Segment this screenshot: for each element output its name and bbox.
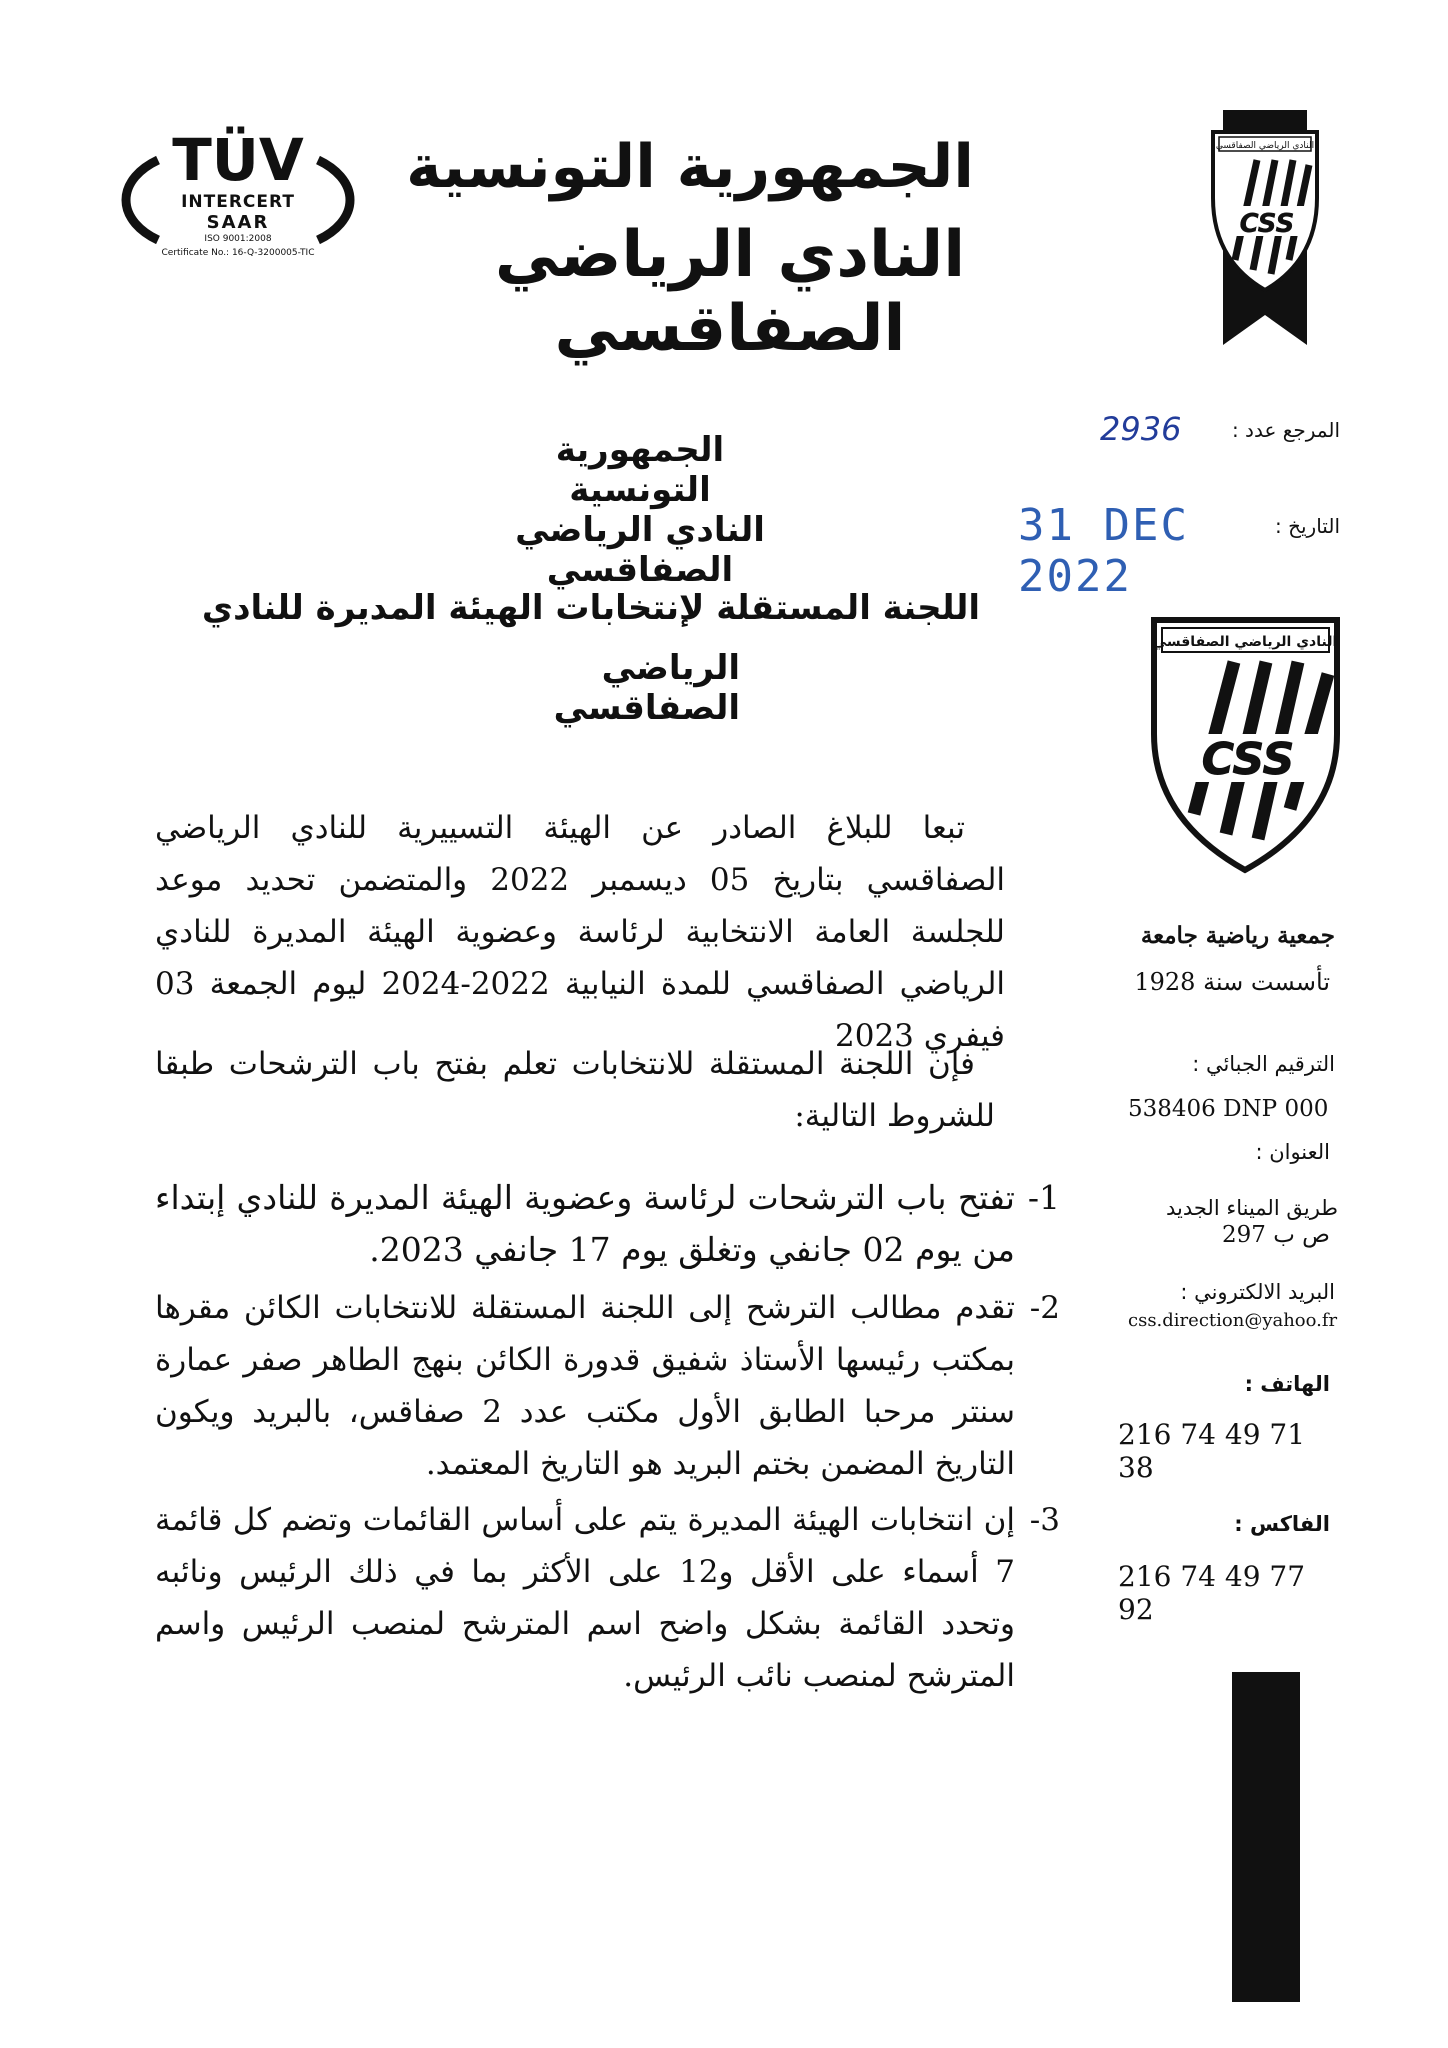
ribbon-bar-icon bbox=[1232, 1672, 1300, 2002]
sidebar-assoc-line2: تأسست سنة 1928 bbox=[1134, 968, 1330, 996]
svg-text:النادي الرياضي الصفاقسي: النادي الرياضي الصفاقسي bbox=[1215, 141, 1315, 151]
sidebar-tax-value: 538406 DNP 000 bbox=[1128, 1096, 1329, 1122]
club-crest-icon bbox=[1205, 110, 1325, 345]
sidebar-phone-label: الهاتف : bbox=[1244, 1372, 1330, 1396]
tuv-logo bbox=[118, 126, 358, 270]
sidebar-assoc-line1: جمعية رياضية جامعة bbox=[1140, 922, 1335, 949]
header-title-line2: النادي الرياضي الصفاقسي bbox=[494, 218, 966, 366]
sidebar-fax-value: 216 74 49 77 92 bbox=[1118, 1560, 1306, 1626]
list-item-3-number: 3- bbox=[1029, 1502, 1060, 1538]
club-logo-banner bbox=[1205, 110, 1325, 345]
tuv-iso: ISO 9001:2008 bbox=[204, 234, 272, 244]
list-item-2: تقدم مطالب الترشح إلى اللجنة المستقلة للانتخابات الكائن مقرها بمكتب رئيسها الأستاذ شفيق قدورة الكائن بنهج الطاهر صفر عمارة سنتر مرحبا الطابق الأول مكتب عدد 2 صفاقس، بالبريد ويكون التاريخ المضمن بختم البريد هو التاريخ المعتمد. bbox=[155, 1290, 1015, 1482]
decorative-ribbon bbox=[1232, 1672, 1300, 2002]
tuv-intercert: INTERCERT bbox=[181, 192, 295, 212]
svg-text:CSS: CSS bbox=[1201, 734, 1295, 785]
tuv-brand: TÜV bbox=[172, 126, 304, 194]
heading-committee-line1: اللجنة المستقلة لإنتخابات الهيئة المديرة للنادي bbox=[201, 588, 980, 628]
header-title-line1: الجمهورية التونسية bbox=[406, 132, 974, 202]
sidebar-fax-label: الفاكس : bbox=[1234, 1512, 1330, 1536]
list-item-2-number: 2- bbox=[1029, 1290, 1060, 1326]
heading-club: النادي الرياضي الصفاقسي bbox=[515, 510, 765, 590]
tuv-saar: SAAR bbox=[206, 212, 270, 233]
body-paragraph-2: فإن اللجنة المستقلة للانتخابات تعلم بفتح باب الترشحات طبقا للشروط التالية: bbox=[155, 1046, 995, 1134]
list-item-3: إن انتخابات الهيئة المديرة يتم على أساس القائمات وتضم كل قائمة 7 أسماء على الأقل و12 على الأكثر بما في ذلك الرئيس ونائبه وتحدد القائمة بشكل واضح اسم المترشح لمنصب الرئيس واسم المترشح لمنصب نائب الرئيس. bbox=[155, 1502, 1015, 1694]
sidebar-address-label: العنوان : bbox=[1255, 1140, 1330, 1164]
tuv-certificate: Certificate No.: 16-Q-3200005-TIC bbox=[161, 248, 315, 258]
club-crest-large bbox=[1148, 614, 1343, 876]
sidebar-address-line1: طريق الميناء الجديد bbox=[1165, 1196, 1338, 1220]
sidebar-tax-label: الترقيم الجبائي : bbox=[1192, 1052, 1335, 1076]
list-item-1-number: 1- bbox=[1027, 1178, 1060, 1217]
reference-number: 2936 bbox=[1100, 410, 1182, 448]
date-label: التاريخ : bbox=[1274, 514, 1340, 538]
sidebar-email-label: البريد الالكتروني : bbox=[1180, 1280, 1335, 1304]
svg-text:النادي الرياضي الصفاقسي: النادي الرياضي الصفاقسي bbox=[1152, 634, 1338, 650]
heading-committee-line2: الرياضي الصفاقسي bbox=[553, 648, 740, 728]
body-paragraph-1: تبعا للبلاغ الصادر عن الهيئة التسييرية للنادي الرياضي الصفاقسي بتاريخ 05 ديسمبر 2022 والمتضمن تحديد موعد للجلسة العامة الانتخابية لرئاسة وعضوية الهيئة المديرة للنادي الرياضي الصفاقسي للمدة النيابية 2022-2024 ليوم الجمعة 03 فيفري 2023 bbox=[155, 810, 1006, 1054]
list-item-1: تفتح باب الترشحات لرئاسة وعضوية الهيئة المديرة للنادي إبتداء من يوم 02 جانفي وتغلق يوم 17 جانفي 2023. bbox=[155, 1178, 1015, 1269]
club-shield-icon bbox=[1148, 614, 1343, 876]
heading-republic: الجمهورية التونسية bbox=[555, 430, 725, 510]
sidebar-email-value: css.direction@yahoo.fr bbox=[1128, 1310, 1338, 1331]
reference-label: المرجع عدد : bbox=[1231, 418, 1340, 442]
sidebar-address-line2: ص ب 297 bbox=[1222, 1222, 1330, 1248]
sidebar-phone-value: 216 74 49 71 38 bbox=[1118, 1418, 1306, 1484]
date-stamp: 31 DEC 2022 bbox=[1018, 500, 1189, 602]
svg-text:CSS: CSS bbox=[1239, 209, 1295, 239]
